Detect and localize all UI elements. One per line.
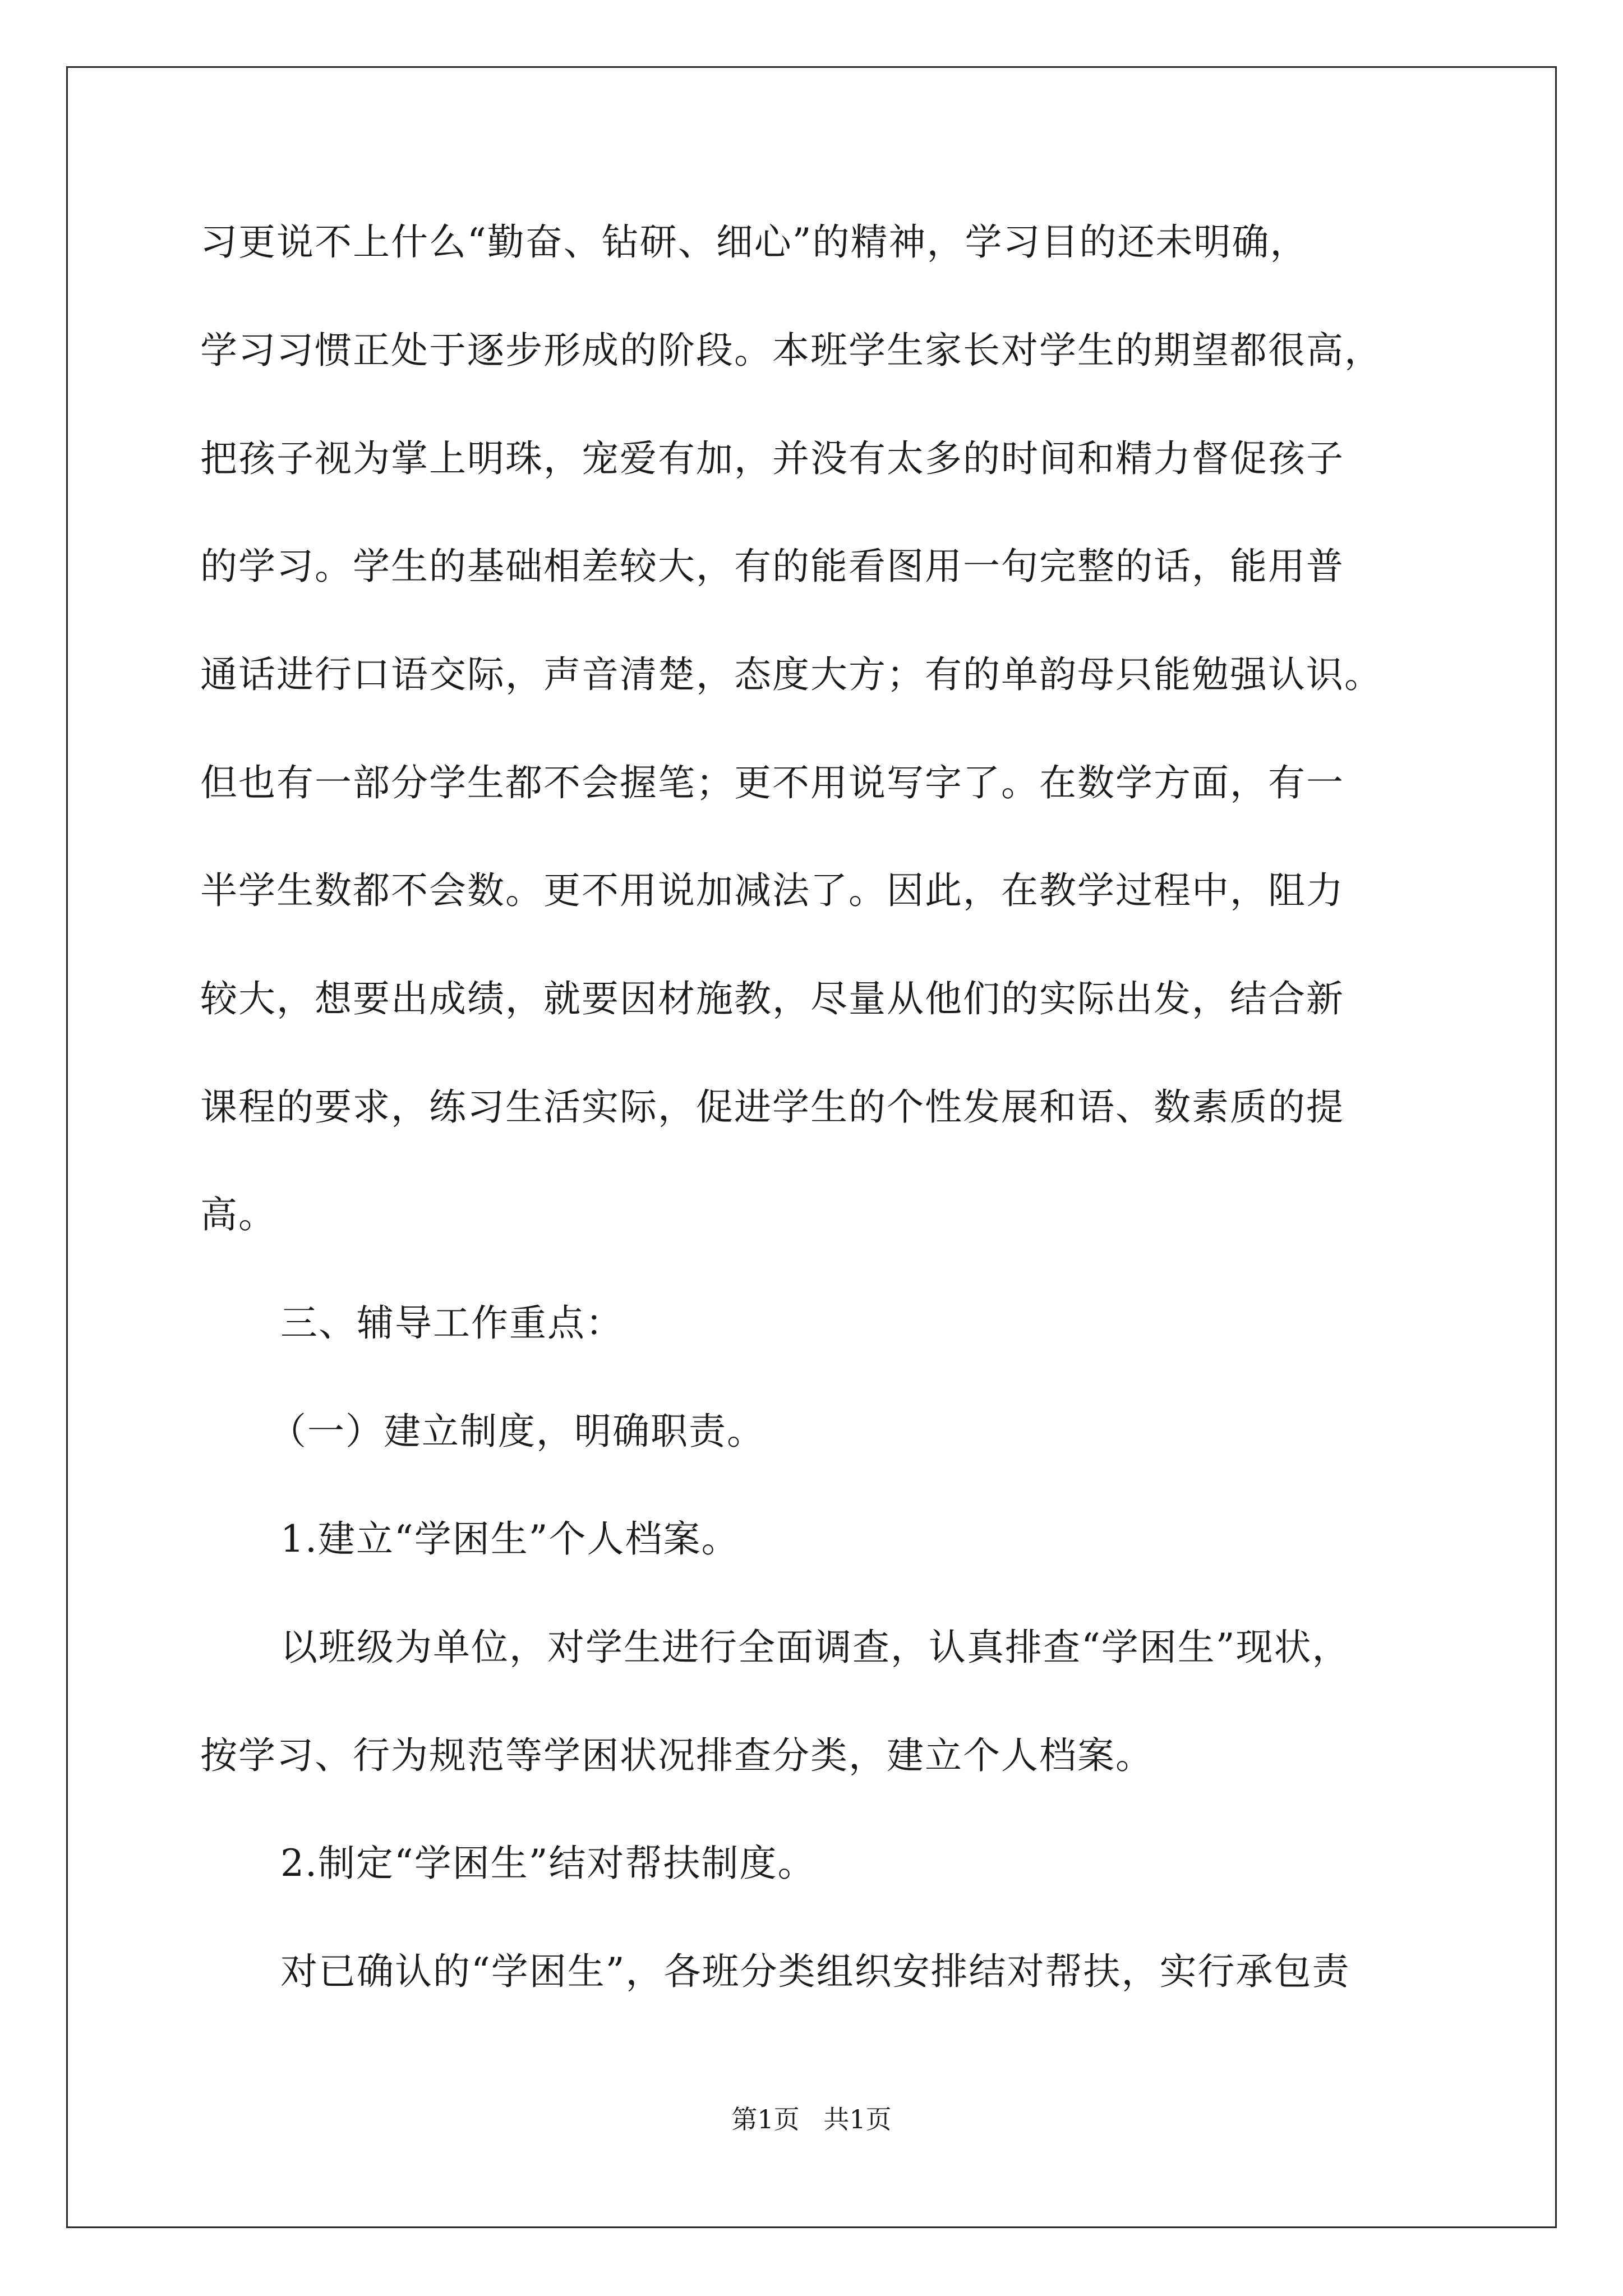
item-2-title: 2.制定“学困生”结对帮扶制度。: [280, 1842, 816, 1885]
page-footer: [0, 2102, 1623, 2136]
item-1-title: 1.建立“学困生”个人档案。: [280, 1517, 740, 1561]
body-line: 通话进行口语交际，声音清楚，态度大方；有的单韵母只能勉强认识。: [200, 653, 1382, 696]
body-line: 较大，想要出成绩，就要因材施教，尽量从他们的实际出发，结合新: [200, 977, 1344, 1020]
body-line: 学习习惯正处于逐步形成的阶段。本班学生家长对学生的期望都很高，: [200, 329, 1382, 372]
body-line: 高。: [200, 1193, 276, 1236]
page-border: [66, 66, 1557, 2228]
subsection-heading: （一）建立制度，明确职责。: [269, 1410, 765, 1453]
item-1-body-line: 按学习、行为规范等学困状况排查分类，建立个人档案。: [200, 1734, 1154, 1777]
body-line: 半学生数都不会数。更不用说加减法了。因此，在教学过程中，阻力: [200, 869, 1344, 912]
body-line: 把孩子视为掌上明珠，宠爱有加，并没有太多的时间和精力督促孩子: [200, 437, 1344, 480]
page-number-current: 第1页: [731, 2104, 800, 2134]
body-line: 的学习。学生的基础相差较大，有的能看图用一句完整的话，能用普: [200, 545, 1344, 588]
body-line: 课程的要求，练习生活实际，促进学生的个性发展和语、数素质的提: [200, 1085, 1344, 1129]
section-heading: 三、辅导工作重点：: [280, 1301, 624, 1345]
body-line: 但也有一部分学生都不会握笔；更不用说写字了。在数学方面，有一: [200, 761, 1344, 804]
body-line: 习更说不上什么“勤奋、钻研、细心”的精神，学习目的还未明确，: [200, 220, 1308, 264]
item-1-body-line: 以班级为单位，对学生进行全面调查，认真排查“学困生”现状，: [280, 1626, 1350, 1669]
page-number-total: 共1页: [823, 2104, 892, 2134]
item-2-body-line: 对已确认的“学困生”，各班分类组织安排结对帮扶，实行承包责: [280, 1950, 1350, 1993]
